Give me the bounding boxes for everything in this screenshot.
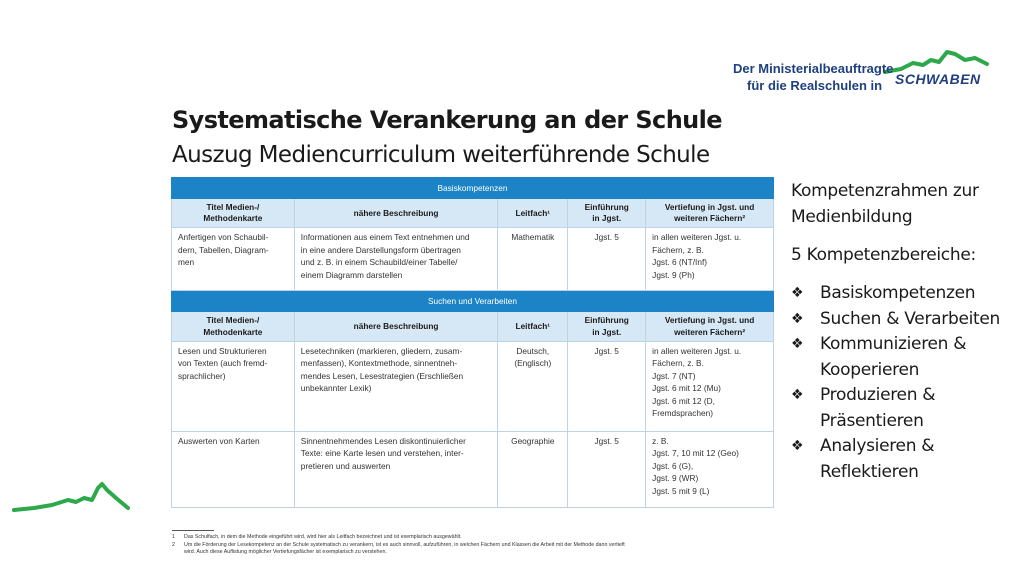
footnote-text: Um die Förderung der Lesekompetenz an der Schule systematisch zu verankern, ist es auch sinnvoll, aufzuführen, in welchen Fächern und Klassen die Arbeit mit der Methode dann vertieft wird. Auch diese Auflistung möglicher Vertiefungsfächer ist exemplarisch zu verstehen. (184, 541, 625, 556)
cell-leitfach: Deutsch, (Englisch) (498, 341, 568, 431)
column-header-beschreibung: nähere Beschreibung (294, 312, 498, 341)
cell-karte: Auswerten von Karten (172, 431, 295, 507)
logo-region: SCHWABEN (895, 71, 981, 87)
cell-vertiefung: in allen weiteren Jgst. u. Fächern, z. B. Jgst. 7 (NT) Jgst. 6 mit 12 (Mu) Jgst. 6 mit 12 (D, Fremdsprachen) (646, 341, 774, 431)
column-header-leitfach: Leitfach¹ (498, 199, 568, 228)
cell-karte: Lesen und Strukturieren von Texten (auch fremd- sprachlicher) (172, 341, 295, 431)
logo-line-2: für die Realschulen in (747, 78, 883, 93)
logo-line-1: Der Ministerialbeauftragte (733, 61, 894, 76)
cell-beschreibung: Informationen aus einem Text entnehmen und in eine andere Darstellungsform übertragen und z. B. in einem Schaubild/einer Tabelle/ einem Diagramm darstellen (294, 228, 498, 291)
footnote-text: Das Schulfach, in dem die Methode eingeführt wird, wird hier als Leitfach bezeichnet und ist exemplarisch ausgewählt. (184, 534, 462, 540)
section-header-basiskompetenzen (172, 178, 774, 199)
column-header-leitfach: Leitfach¹ (498, 312, 568, 341)
list-item-label: Basiskompetenzen (820, 283, 976, 303)
list-item (791, 383, 1011, 434)
section-header-suchen-verarbeiten (172, 291, 774, 312)
list-item-label: Analysieren & Reflektieren (820, 436, 935, 482)
footnote-number: 2 (172, 541, 175, 548)
mountain-line-icon (12, 478, 132, 518)
ministerialbeauftragte-logo (733, 48, 993, 100)
cell-leitfach: Mathematik (498, 228, 568, 291)
mediencurriculum-table (171, 177, 774, 508)
section-title: Suchen und Verarbeiten (172, 291, 774, 312)
column-header-row (172, 199, 774, 228)
four-diamond-star-icon: ❖ (791, 285, 804, 301)
footnote-item (172, 542, 632, 557)
column-header-karte: Titel Medien-/ Methodenkarte (172, 312, 295, 341)
list-item-label: Suchen & Verarbeiten (820, 308, 1001, 329)
cell-karte: Anfertigen von Schaubil- dern, Tabellen, Diagram- men (172, 228, 295, 291)
cell-einfuehrung: Jgst. 5 (568, 431, 646, 507)
list-item-label: Produzieren & Präsentieren (820, 385, 936, 431)
cell-einfuehrung: Jgst. 5 (568, 228, 646, 291)
list-item (791, 281, 1011, 307)
four-diamond-star-icon: ❖ (791, 336, 804, 352)
footnote-divider (172, 530, 214, 531)
four-diamond-star-icon: ❖ (791, 387, 804, 403)
cell-beschreibung: Lesetechniken (markieren, gliedern, zusam- menfassen), Kontextmethode, sinnentneh- mendes Lesen, Lesestrategien (Erschließen unbekannter Lexik) (294, 341, 498, 431)
cell-vertiefung: z. B. Jgst. 7, 10 mit 12 (Geo) Jgst. 6 (G), Jgst. 9 (WR) Jgst. 5 mit 9 (L) (646, 431, 774, 507)
table-row (172, 341, 774, 431)
four-diamond-star-icon: ❖ (791, 438, 804, 454)
column-header-vertiefung: Vertiefung in Jgst. und weiteren Fächern² (646, 312, 774, 341)
table-row (172, 431, 774, 507)
footnotes (172, 534, 632, 557)
column-header-karte: Titel Medien-/ Methodenkarte (172, 199, 295, 228)
page-title: Systematische Verankerung an der Schule (172, 106, 722, 134)
page-subtitle: Auszug Mediencurriculum weiterführende Schule (172, 142, 710, 168)
cell-vertiefung: in allen weiteren Jgst. u. Fächern, z. B. Jgst. 6 (NT/Inf) Jgst. 9 (Ph) (646, 228, 774, 291)
kompetenz-list (791, 281, 1011, 485)
cell-leitfach: Geographie (498, 431, 568, 507)
cell-einfuehrung: Jgst. 5 (568, 341, 646, 431)
list-item (791, 434, 1011, 485)
column-header-row (172, 312, 774, 341)
four-diamond-star-icon: ❖ (791, 310, 804, 327)
column-header-einfuehrung: Einführung in Jgst. (568, 199, 646, 228)
column-header-vertiefung: Vertiefung in Jgst. und weiteren Fächern² (646, 199, 774, 228)
list-item (791, 307, 1011, 333)
kompetenz-panel (791, 178, 1011, 485)
list-item (791, 332, 1011, 383)
table-row (172, 228, 774, 291)
list-item-label: Kommunizieren & Kooperieren (820, 334, 967, 380)
column-header-einfuehrung: Einführung in Jgst. (568, 312, 646, 341)
column-header-beschreibung: nähere Beschreibung (294, 199, 498, 228)
panel-intro: Kompetenzrahmen zur Medienbildung (791, 181, 979, 227)
footnote-number: 1 (172, 534, 175, 540)
footnote-item (172, 534, 632, 542)
cell-beschreibung: Sinnentnehmendes Lesen diskontinuierlicher Texte: eine Karte lesen und verstehen, inter- pretieren und auswerten (294, 431, 498, 507)
panel-count: 5 Kompetenzbereiche: (791, 245, 976, 265)
section-title: Basiskompetenzen (172, 178, 774, 199)
